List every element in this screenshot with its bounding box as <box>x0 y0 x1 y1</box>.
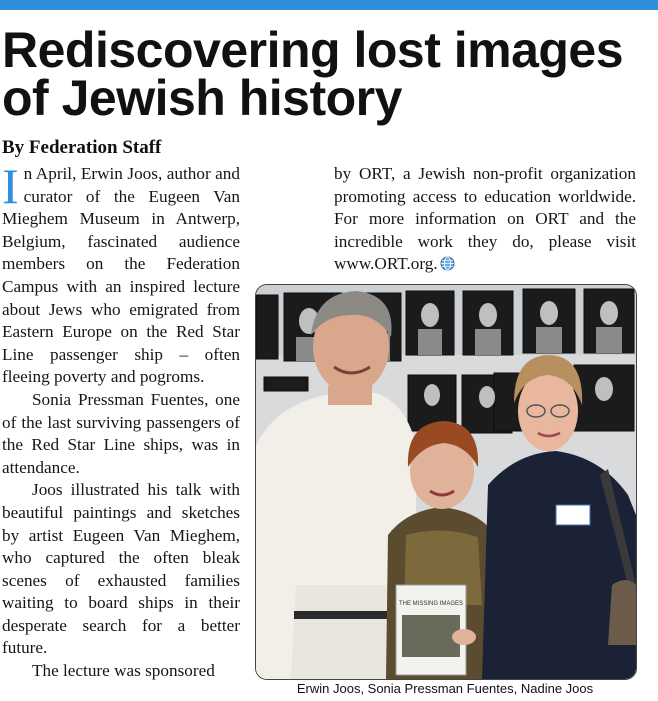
headline: Rediscovering lost images of Jewish history <box>2 22 624 126</box>
paragraph-1-text: n April, Erwin Joos, author and curator of the Eugeen Van Mieghem Museum in Antwerp, Belgium, fascinated audience members on the Federation Campus with an inspired lecture about Jews who emigrated from Eastern Europe on the Red Star Line passenger ship – often fleeing poverty and pogroms. <box>2 164 240 387</box>
paragraph-4-continued <box>334 163 636 276</box>
photo-caption: Erwin Joos, Sonia Pressman Fuentes, Nadine Joos <box>296 681 594 696</box>
drop-cap: I <box>2 158 19 214</box>
paragraph-2: Sonia Pressman Fuentes, one of the last surviving passengers of the Red Star Line ships, was in attendance. <box>2 389 240 477</box>
paragraph-4-continued-text: by ORT, a Jewish non-profit organization promoting access to education worldwide. For more information on ORT and the incredible work they do, please visit www.ORT.org. <box>334 164 636 274</box>
event-photo <box>255 284 637 680</box>
top-accent-bar <box>0 0 658 10</box>
paragraph-3: Joos illustrated his talk with beautiful paintings and sketches by artist Eugeen Van Mieghem, who captured the often bleak scenes of exhausted families waiting to board ships in their desperate search for a better future. <box>2 480 240 658</box>
article-column-left <box>2 158 240 683</box>
article-column-right <box>334 163 636 276</box>
byline: By Federation Staff <box>2 137 162 158</box>
paragraph-1 <box>2 158 240 389</box>
paragraph-4: The lecture was sponsored <box>32 661 215 681</box>
globe-icon <box>440 255 455 270</box>
book-title: THE MISSING IMAGES <box>398 601 464 607</box>
